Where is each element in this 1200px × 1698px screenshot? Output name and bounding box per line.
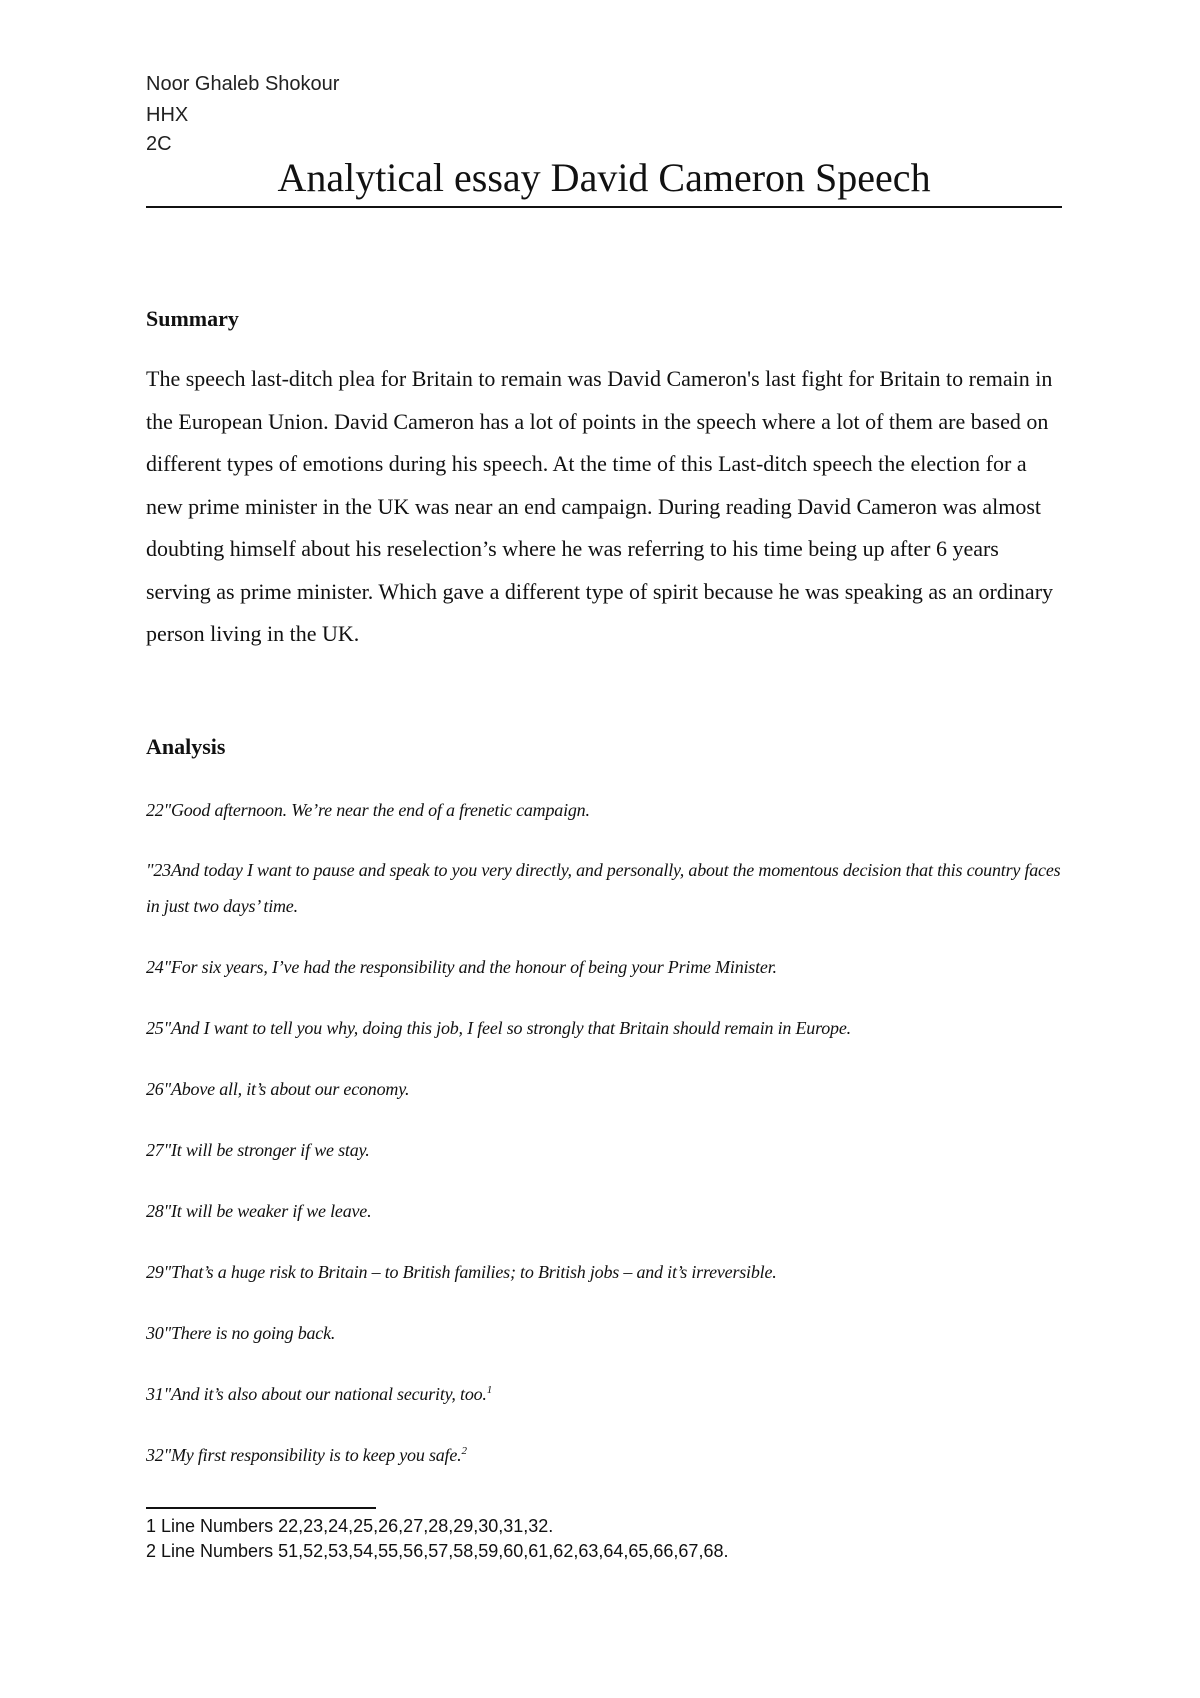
quote-text: 28"It will be weaker if we leave. — [146, 1201, 372, 1221]
quote-text: 27"It will be stronger if we stay. — [146, 1140, 370, 1160]
quote-line — [146, 1437, 1076, 1473]
class-label: 2C — [146, 133, 172, 155]
quote-line — [146, 1132, 1076, 1168]
quote-line — [146, 852, 1076, 924]
quote-text: 32"My first responsibility is to keep you safe. — [146, 1445, 462, 1465]
footnote-separator — [146, 1507, 376, 1509]
analysis-heading: Analysis — [146, 734, 226, 759]
quote-line — [146, 1376, 1076, 1412]
quote-line — [146, 949, 1076, 985]
document-title: Analytical essay David Cameron Speech — [277, 155, 931, 200]
quote-text: "23And today I want to pause and speak to you very directly, and personally, about the momentous decision that this country faces in just two days’ time. — [146, 860, 1061, 916]
school-label: HHX — [146, 104, 189, 126]
quote-line — [146, 792, 1076, 828]
author-name: Noor Ghaleb Shokour — [146, 73, 340, 95]
footnote-ref[interactable]: 1 — [486, 1384, 493, 1396]
quote-line — [146, 1010, 1076, 1046]
quote-text: 29"That’s a huge risk to Britain – to British families; to British jobs – and it’s irreversible. — [146, 1262, 777, 1282]
quote-line — [146, 1193, 1076, 1229]
quote-text: 31"And it’s also about our national security, too. — [146, 1384, 487, 1404]
summary-heading: Summary — [146, 306, 239, 331]
quote-text: 22"Good afternoon. We’re near the end of a frenetic campaign. — [146, 800, 590, 820]
title-underline — [146, 206, 1062, 208]
quote-line — [146, 1315, 1076, 1351]
quote-text: 25"And I want to tell you why, doing this job, I feel so strongly that Britain should remain in Europe. — [146, 1018, 851, 1038]
quote-text: 30"There is no going back. — [146, 1323, 336, 1343]
summary-paragraph: The speech last-ditch plea for Britain to remain was David Cameron's last fight for Britain to remain in the European Union. David Cameron has a lot of points in the speech where a lot of them are based on different types of emotions during his speech. At the time of this Last-ditch speech the election for a new prime minister in the UK was near an end campaign. During reading David Cameron was almost doubting himself about his reselection’s where he was referring to his time being up after 6 years serving as prime minister. Which gave a different type of spirit because he was speaking as an ordinary person living in the UK. — [146, 366, 1054, 646]
quote-line — [146, 1254, 1076, 1290]
footnote: 1 Line Numbers 22,23,24,25,26,27,28,29,30,31,32. — [146, 1516, 554, 1536]
quote-text: 24"For six years, I’ve had the responsibility and the honour of being your Prime Minister. — [146, 957, 777, 977]
quote-text: 26"Above all, it’s about our economy. — [146, 1079, 410, 1099]
footnote-ref[interactable]: 2 — [461, 1445, 467, 1457]
footnote: 2 Line Numbers 51,52,53,54,55,56,57,58,59,60,61,62,63,64,65,66,67,68. — [146, 1541, 729, 1561]
quote-line — [146, 1071, 1076, 1107]
